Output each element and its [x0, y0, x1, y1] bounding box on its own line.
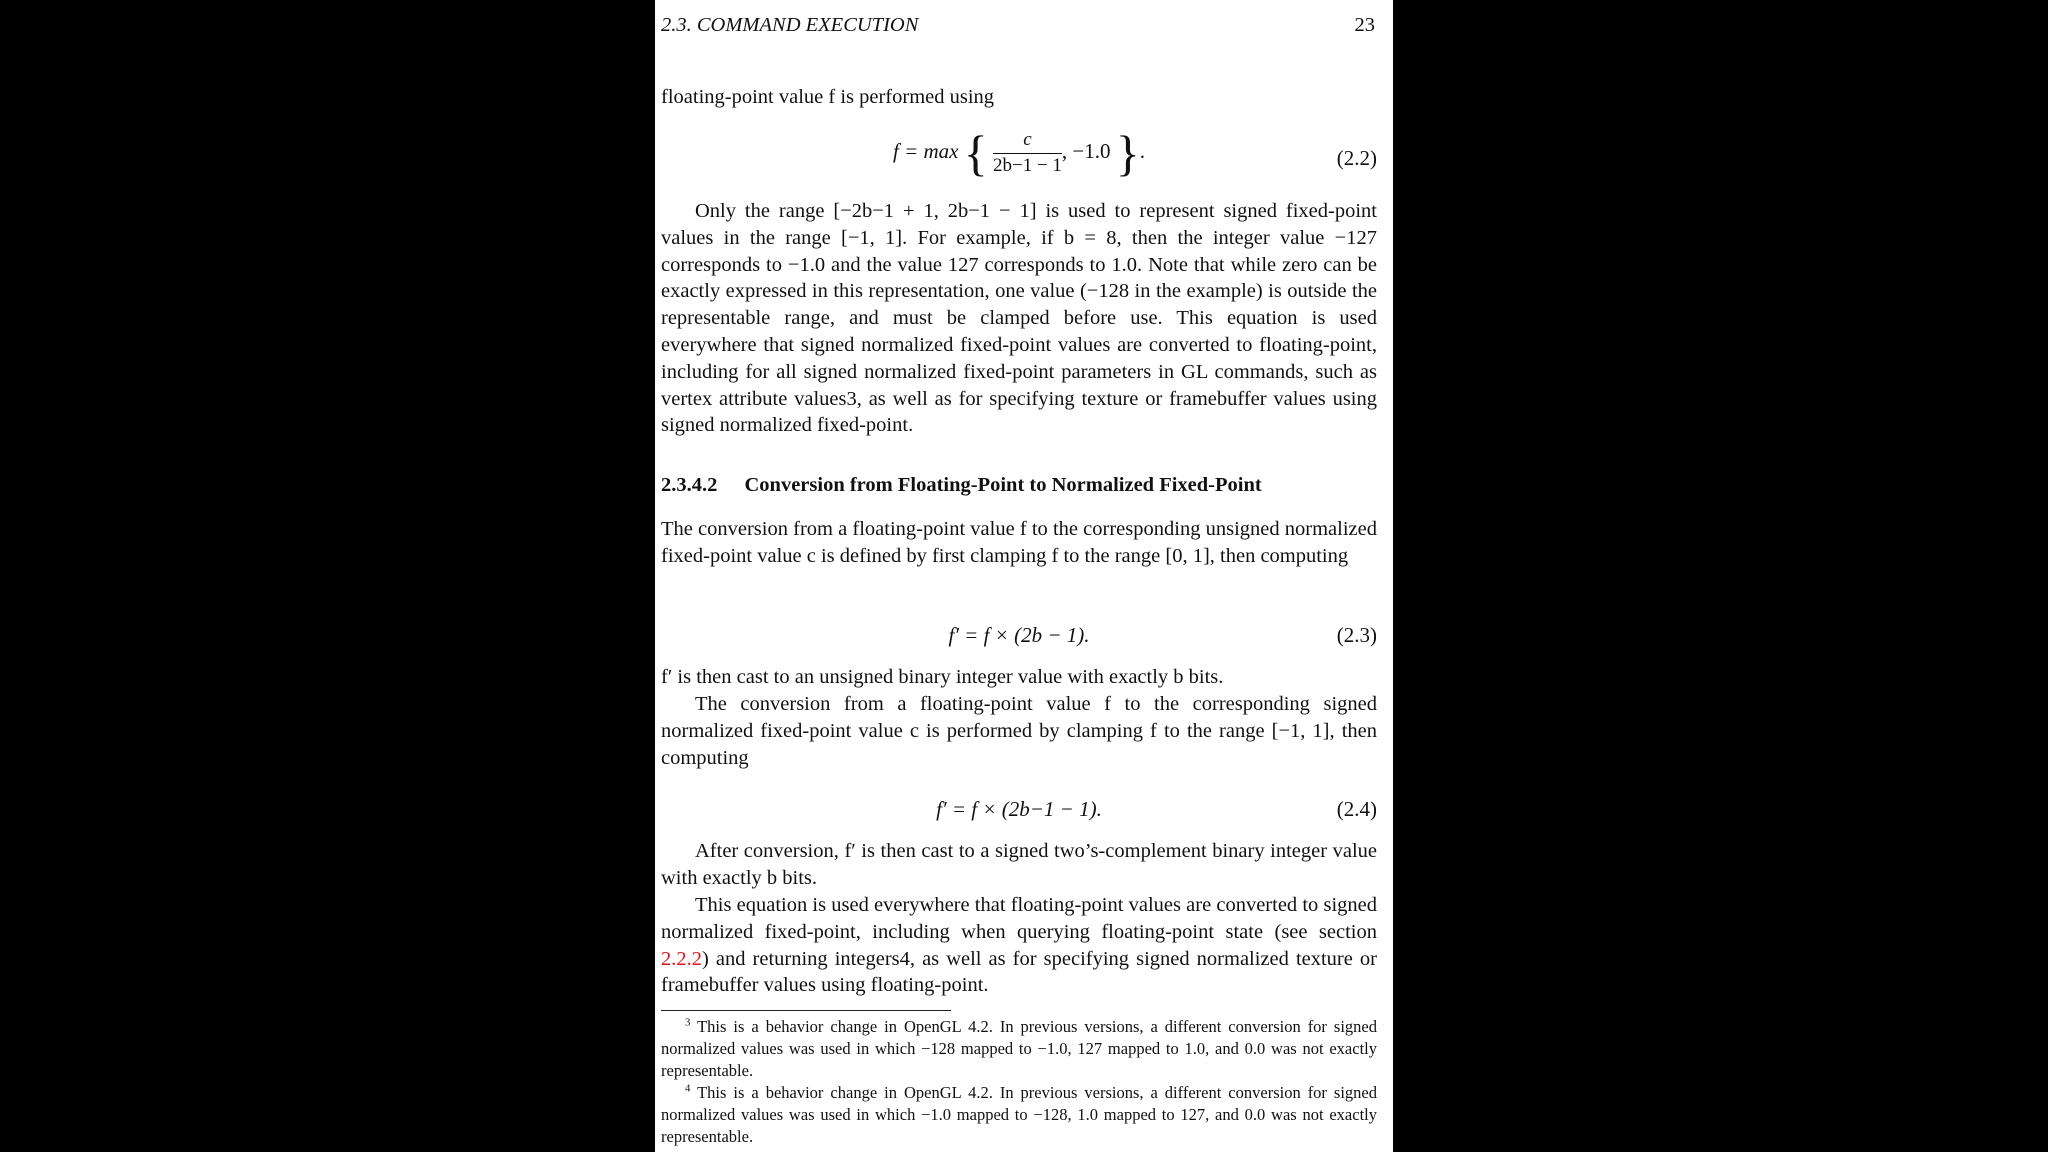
header-section-title: 2.3. COMMAND EXECUTION [661, 14, 919, 36]
footnote-text: This is a behavior change in OpenGL 4.2. In previous versions, a different conversion for signed normalized values was used in which −128 mapped to −1.0, 127 mapped to 1.0, and 0.0 was not exactly representable. [661, 1017, 1378, 1080]
footnote-text: This is a behavior change in OpenGL 4.2. In previous versions, a different conversion for signed normalized values was used in which −1.0 mapped to −128, 1.0 mapped to 127, and 0.0 was not exactly representable. [661, 1083, 1378, 1146]
paragraph-2: The conversion from a floating-point value f to the corresponding unsigned normalized fixed-point value c is defined by first clamping f to the range [0, 1], then computing [661, 518, 1377, 567]
equation-2-4 [661, 797, 1377, 827]
close-brace: } [1115, 125, 1140, 181]
section-reference-link[interactable]: 2.2.2 [661, 947, 702, 970]
open-brace: { [963, 125, 988, 181]
section-heading [661, 474, 1377, 497]
paragraph-5: After conversion, f′ is then cast to a signed two’s-complement binary integer value with exactly b bits. [661, 840, 1377, 889]
equation-2-2-rest: , −1.0 [1061, 138, 1111, 163]
running-header [661, 14, 1375, 40]
paragraph-4: The conversion from a floating-point value f to the corresponding signed normalized fixed-point value c is performed by clamping f to the range [−1, 1], then computing [661, 693, 1377, 769]
equation-2-2-fraction [993, 128, 1062, 178]
section-title: Conversion from Floating-Point to Normalized Fixed-Point [744, 474, 1262, 496]
equation-2-2-lhs: f = max [892, 138, 959, 163]
equation-number: (2.4) [1336, 797, 1377, 821]
equation-2-4-expression: f′ = f × (2b−1 − 1). [936, 797, 1102, 821]
document-page [655, 0, 1393, 1152]
section-number: 2.3.4.2 [661, 474, 718, 496]
equation-number: (2.2) [1336, 146, 1377, 170]
paragraph-6-text: This equation is used everywhere that floating-point values are converted to signed normalized fixed-point, including when querying floating-point state (see section 2.2.2) and returning integers4, as well as for specifying signed normalized texture or framebuffer values using floating-point. [661, 894, 1377, 997]
footnote-mark: 4 [685, 1082, 691, 1095]
header-page-number: 23 [1354, 14, 1375, 36]
intro-line [661, 84, 1377, 111]
paragraph-1: Only the range [−2b−1 + 1, 2b−1 − 1] is used to represent signed fixed-point values in the range [−1, 1]. For example, if b = 8, then the integer value −127 corresponds to −1.0 and the value 127 corresponds to 1.0. Note that while zero can be exactly expressed in this representation, one value (−128 in the example) is outside the representable range, and must be clamped before use. This equation is used everywhere that signed normalized fixed-point values are converted to floating-point, including for all signed normalized fixed-point parameters in GL commands, such as vertex attribute values3, as well as for specifying texture or framebuffer values using signed normalized fixed-point. [661, 200, 1377, 437]
fraction-denominator: 2b−1 − 1 [992, 155, 1062, 176]
equation-2-3 [661, 623, 1377, 653]
equation-2-2 [661, 125, 1377, 188]
paragraph-3: f′ is then cast to an unsigned binary integer value with exactly b bits. [661, 666, 1224, 688]
footnote-mark: 3 [685, 1016, 691, 1029]
equation-2-3-expression: f′ = f × (2b − 1). [948, 623, 1090, 647]
footnote-3 [661, 1016, 1377, 1081]
equation-2-2-expression: f = max { $\frac{c}{2b-1 - 1}$ , −1.0 }. [892, 125, 1146, 181]
fraction-numerator: c [993, 128, 1062, 154]
paragraph-6 [661, 892, 1377, 999]
intro-text: floating-point value f is performed using [661, 86, 995, 108]
footnote-rule [661, 1010, 951, 1011]
equation-number: (2.3) [1336, 623, 1377, 647]
footnote-4 [661, 1082, 1377, 1147]
